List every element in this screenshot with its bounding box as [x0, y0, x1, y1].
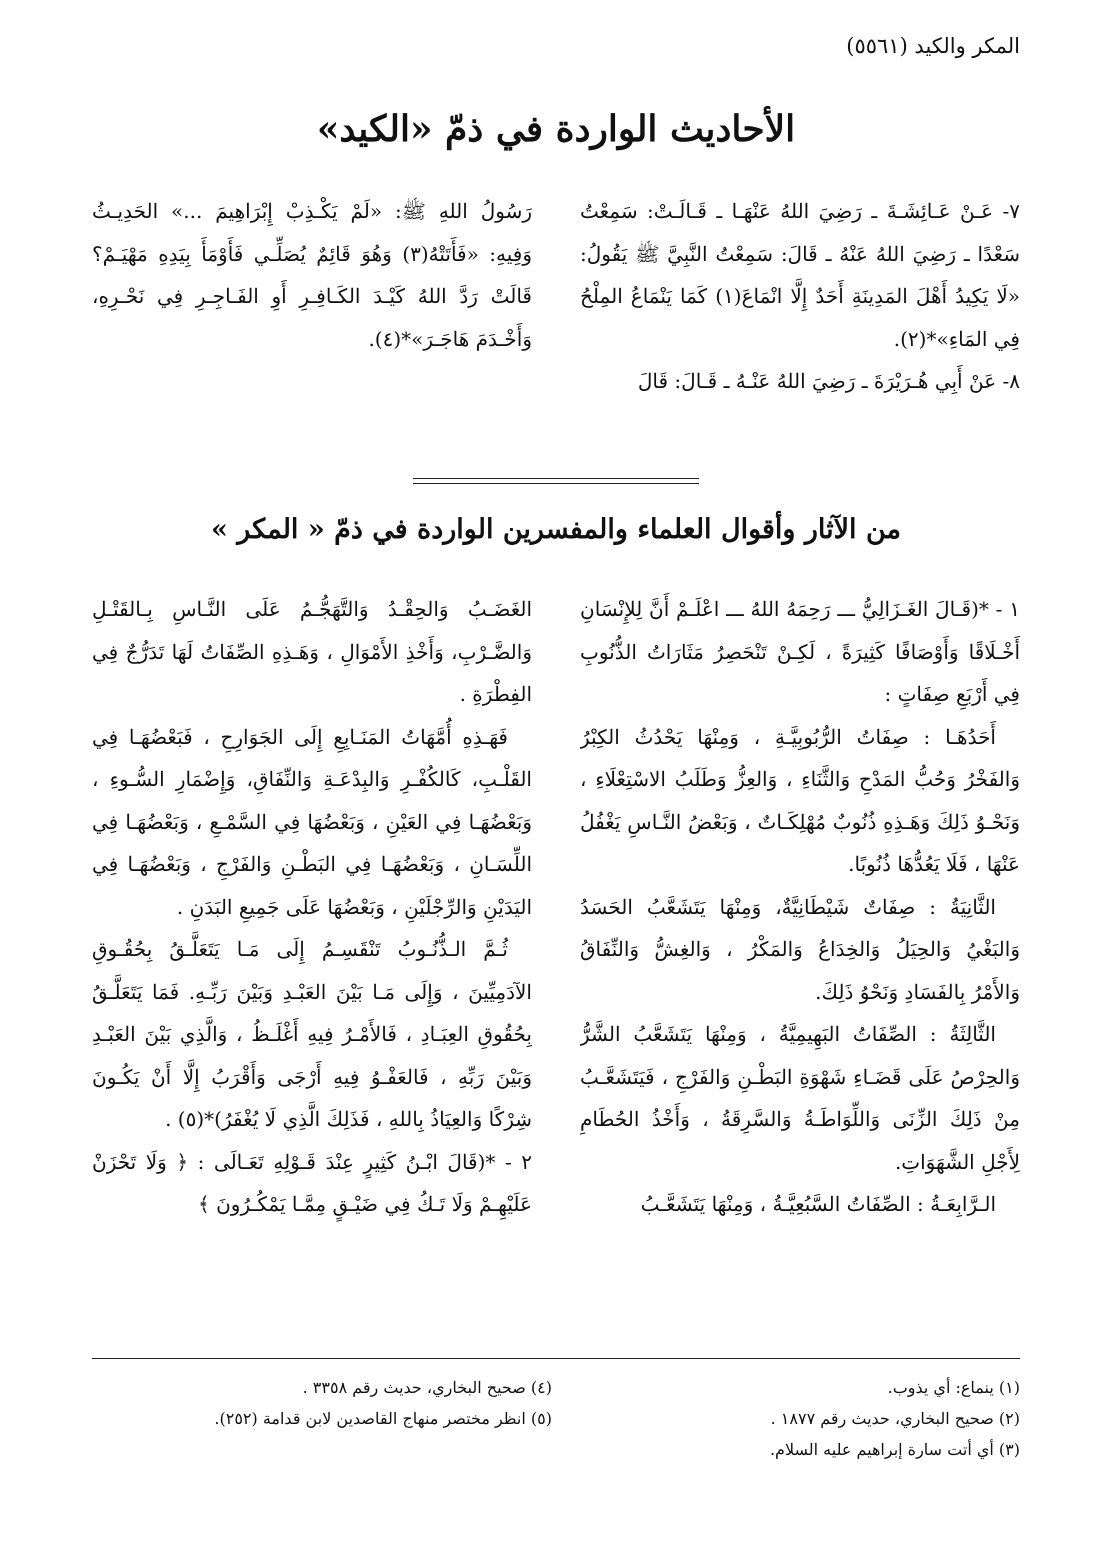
footnote: (٢) صحيح البخاري، حديث رقم ١٨٧٧ . — [770, 1409, 1020, 1428]
athar-paragraph: فَهَـذِهِ أُمَّهَاتُ المَنَـابِعِ إِلَى الجَوَارِحِ ، فَبَعْضُهَـا فِي القَلْـبِ، كَالكُفْـرِ وَالبِدْعَـةِ وَالنِّفَاقِ، وَإِضْمَارِ السُّـوءِ ، وَبَعْضُهَـا فِي العَيْنِ ، وَبَعْضُهَا فِي السَّمْـعِ ، وَبَعْضُهَـا فِي اللِّسَـانِ ، وَبَعْضُهَـا فِي البَطْـنِ وَالفَرْجِ ، وَبَعْضُهَـا فِي اليَدَيْنِ وَالرِّجْلَيْنِ ، وَبَعْضُهَا عَلَى جَمِيعِ البَدَنِ . — [92, 724, 532, 919]
footnote: (١) ينماع: أي يذوب. — [887, 1378, 1020, 1397]
athar-paragraph: الثَّانِيَةُ : صِفَاتٌ شَيْطَانِيَّةٌ، وَمِنْهَا يَتَشَعَّبُ الحَسَدُ وَالبَغْيُ وَالحِيَلُ وَالخِدَاعُ وَالمَكْرُ ، وَالغِشُّ وَالنِّفَاقُ وَالأَمْرُ بِالفَسَادِ وَنَحْوُ ذَلِكَ. — [580, 894, 1020, 1004]
footnotes-left — [92, 1372, 552, 1434]
athar-paragraph: الـرَّابِعَـةُ : الصِّفَاتُ السَّبُعِيَّـةُ ، وَمِنْهَا يَتَشَعَّـبُ — [640, 1192, 996, 1216]
footnotes-right — [600, 1372, 1020, 1465]
athar-paragraph: ١ - *(قَـالَ الغَـزَالِيُّ ـــ رَحِمَهُ اللهُ ـــ اعْلَـمْ أَنَّ لِلإِنْسَانِ أَخْـلَاقًا وَأَوْصَافًا كَثِيرَةً ، لَكِـنْ تَنْحَصِرُ مَثَارَاتُ الذُّنُوبِ فِي أَرْبَعِ صِفَاتٍ : — [580, 597, 1020, 706]
footnote: (٣) أي أتت سارة إبراهيم عليه السلام. — [769, 1440, 1020, 1459]
athar-paragraph: أَحَدُهَـا : صِفَاتُ الرُّبُوبِيَّـةِ ، وَمِنْهَا يَحْدُثُ الكِبْرُ وَالفَخْرُ وَحُبُّ المَدْحِ وَالثَّنَاءِ ، وَالعِزُّ وَطَلَبُ الاسْتِعْلَاءِ ، وَنَحْـوُ ذَلِكَ وَهَـذِهِ ذُنُوبٌ مُهْلِكَـاتٌ ، وَبَعْضُ النَّـاسِ يَغْفُلُ عَنْهَا ، فَلَا يَعُدُّهَا ذُنُوبًا. — [580, 724, 1020, 876]
athar-paragraph: ٢ - *(قَالَ ابْـنُ كَثِيرٍ عِنْدَ قَـوْلِهِ تَعَـالَى : ﴿ وَلَا تَحْزَنْ عَلَيْهِـمْ وَلَا تَـكُ فِي ضَيْـقٍ مِمَّـا يَمْكُـرُونَ ﴾ — [92, 1149, 532, 1216]
athar-paragraph: الثَّالِثَةُ : الصِّفَاتُ البَهِيمِيَّةُ ، وَمِنْهَا يَتَشَعَّبُ الشَّرُّ وَالحِرْصُ عَلَى قَضَـاءِ شَهْوَةِ البَطْـنِ وَالفَرْجِ ، فَيَتَشَعَّـبُ مِنْ ذَلِكَ الزِّنَى وَاللِّوَاطَـةُ وَالسَّرِقَةُ ، وَأَخْذُ الحُطَامِ لِأَجْلِ الشَّهَوَاتِ. — [580, 1022, 1020, 1174]
hadith-column-left — [92, 190, 532, 420]
athar-paragraph: ثُـمَّ الـذُّنُـوبُ تَنْقَسِـمُ إِلَى مَـا يَتَعَلَّـقُ بِحُقُـوقِ الآدَمِيِّينَ ، وَإِلَى مَـا بَيْنَ العَبْـدِ وَبَيْنَ رَبِّـهِ. فَمَا يَتَعَلَّـقُ بِحُقُوقِ العِبَـادِ ، فَالأَمْـرُ فِيهِ أَغْلَـظُ ، وَالَّذِي بَيْنَ العَبْـدِ وَبَيْنَ رَبِّهِ ، فَالعَفْـوُ فِيهِ أَرْجَى وَأَقْرَبُ إِلَّا أَنْ يَكُـونَ شِرْكًا وَالعِيَاذُ بِاللهِ ، فَذَلِكَ الَّذِي لَا يُغْفَرُ)*(٥) . — [92, 937, 532, 1131]
footnote: (٤) صحيح البخاري، حديث رقم ٣٣٥٨ . — [302, 1378, 552, 1397]
hadith-paragraph: رَسُولُ اللهِ ﷺ: «لَمْ يَكْـذِبْ إِبْرَاهِيمَ ...» الحَدِيـثُ وَفِيهِ: «فَأَتَتْهُ(٣) وَهُوَ قَائِمٌ يُصَلِّـي فَأَوْمَأَ بِيَدِهِ مَهْيَـمْ؟ قَالَتْ رَدَّ اللهُ كَيْـدَ الكَـافِـرِ أَوِ الفَـاجِـرِ فِي نَحْـرِهِ، وَأَخْـدَمَ هَاجَـرَ»*(٤). — [92, 199, 532, 351]
section-divider — [413, 478, 699, 484]
athar-column-right — [580, 588, 1020, 1348]
section-title-hadith: الأحاديث الواردة في ذمّ «الكيد» — [316, 108, 796, 150]
footnote: (٥) انظر مختصر منهاج القاصدين لابن قدامة (٢٥٢). — [214, 1409, 552, 1428]
hadith-paragraph: ٨- عَنْ أَبِي هُـرَيْرَةَ ـ رَضِيَ اللهُ عَنْـهُ ـ قَـالَ: قَالَ — [637, 369, 1020, 393]
hadith-paragraph: ٧- عَـنْ عَـائِشَـةَ ـ رَضِيَ اللهُ عَنْهَـا ـ قَـالَـتْ: سَمِعْتُ سَعْدًا ـ رَضِيَ اللهُ عَنْهُ ـ قَالَ: سَمِعْتُ النَّبِيَّ ﷺ يَقُولُ: «لَا يَكِيدُ أَهْلَ المَدِينَةِ أَحَدٌ إِلَّا انْمَاعَ(١) كَمَا يَنْمَاعُ المِلْحُ فِي المَاءِ»*(٢). — [580, 199, 1020, 351]
hadith-column-right — [580, 190, 1020, 460]
athar-paragraph: الغَضَـبُ وَالحِقْـدُ وَالتَّهَجُّـمُ عَلَى النَّـاسِ بِـالقَتْـلِ وَالضَّـرْبِ، وَأَخْذِ الأَمْوَالِ ، وَهَـذِهِ الصِّفَاتُ لَهَا تَدَرُّجٌ فِي الفِطْرَةِ . — [92, 597, 532, 706]
section-title-athar: من الآثار وأقوال العلماء والمفسرين الواردة في ذمّ « المكر » — [211, 514, 901, 545]
athar-column-left — [92, 588, 532, 1348]
running-head: المكر والكيد (٥٥٦١) — [846, 34, 1020, 58]
footnote-rule — [92, 1358, 1020, 1359]
